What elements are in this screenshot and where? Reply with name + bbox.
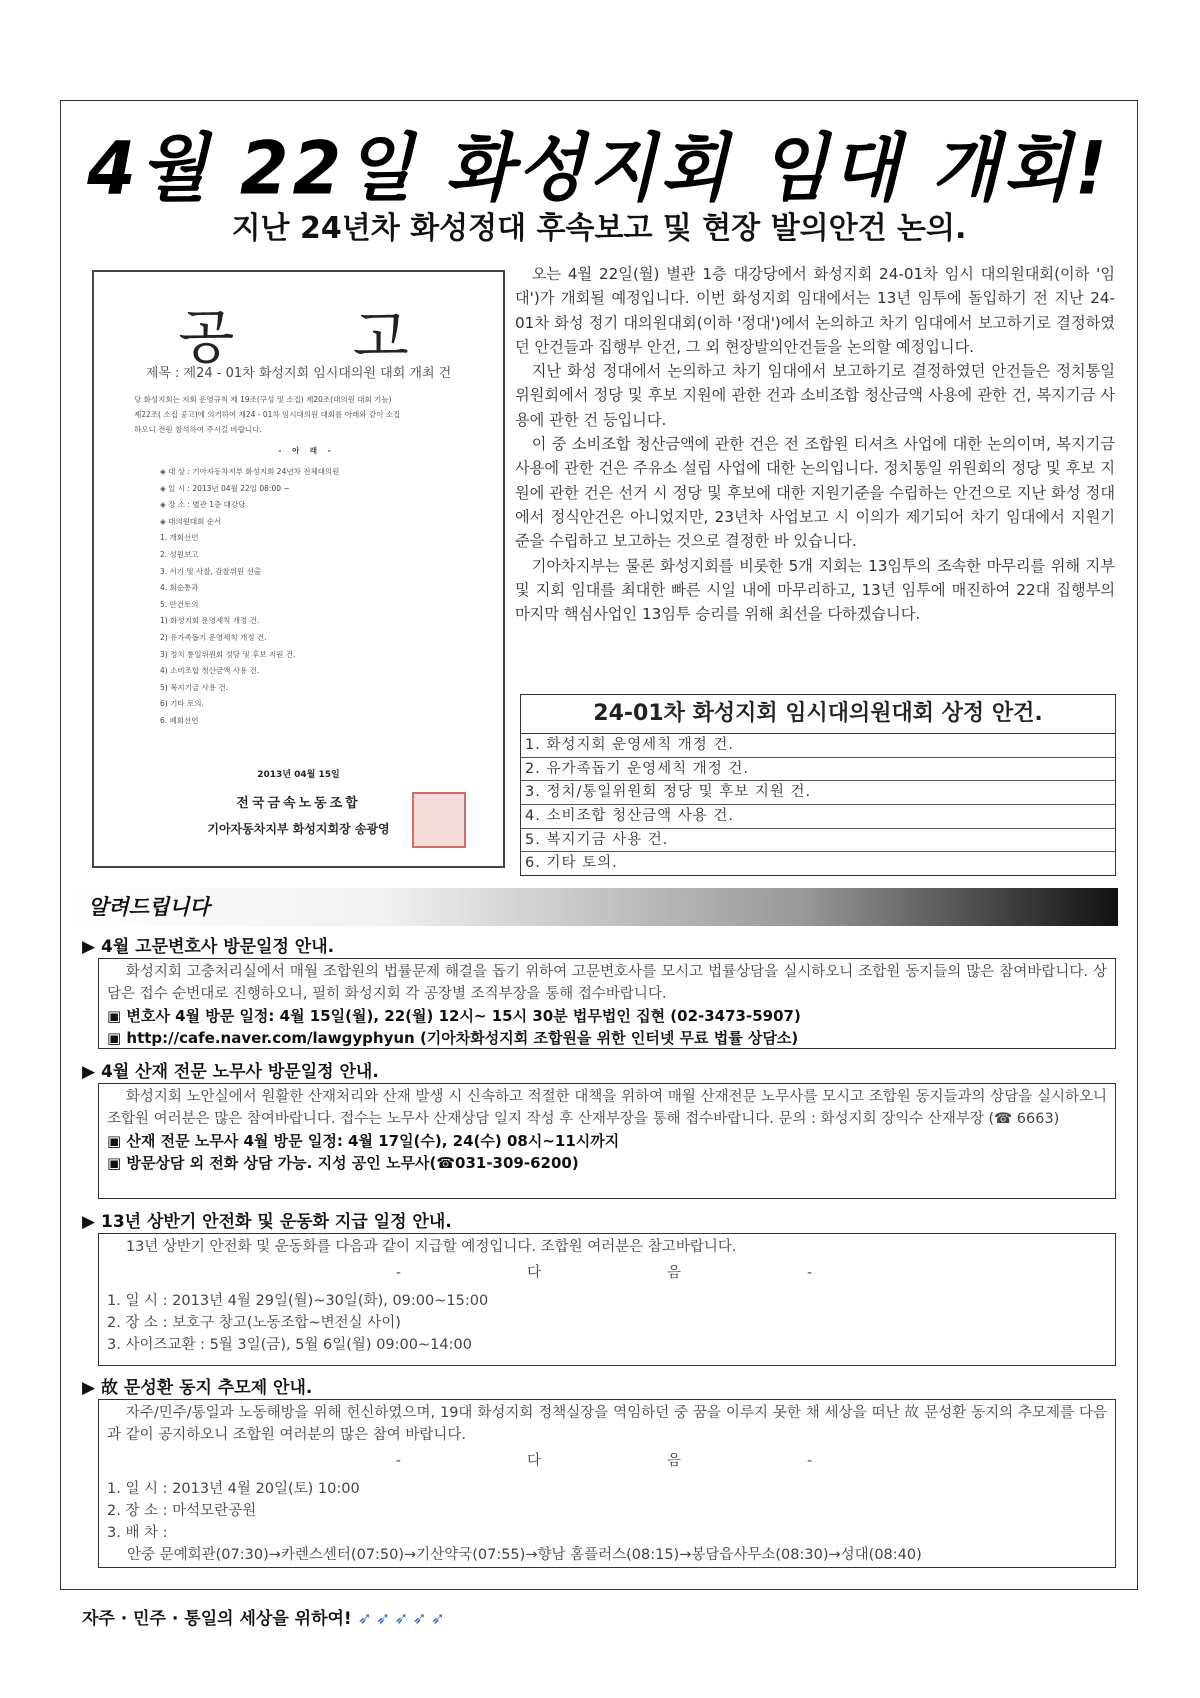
intro-text bbox=[515, 262, 1115, 626]
notice-item: 6. 폐회선언 bbox=[160, 715, 199, 725]
section-bold-line: ▣ 변호사 4월 방문 일정: 4월 15일(월), 22(월) 12시~ 15시 30분 법무법인 집현 (02-3473-5907) bbox=[107, 1007, 801, 1025]
intro-paragraph: 기아차지부는 물론 화성지회를 비롯한 5개 지회는 13임투의 조속한 마무리를 위해 지부 및 지회 임대를 최대한 빠른 시일 내에 마무리하고, 13년 임투에 매진하여 22대 집행부의 마지막 핵심사업인 13임투 승리를 위해 최선을 다하겠습니다. bbox=[515, 556, 1115, 624]
notice-item: 4. 회순통과 bbox=[160, 583, 199, 593]
daeum-dash: - bbox=[807, 1265, 819, 1281]
announcement-label: 알려드립니다 bbox=[88, 895, 210, 919]
section-bold-line: ▣ 방문상담 외 전화 상담 가능. 지성 공인 노무사(☎031-309-6200) bbox=[107, 1154, 579, 1172]
subheadline: 지난 24년차 화성정대 후속보고 및 현장 발의안건 논의. bbox=[231, 211, 967, 246]
section-daeum bbox=[107, 1262, 1107, 1284]
intro-paragraph: 오는 4월 22일(월) 별관 1층 대강당에서 화성지회 24-01차 임시 대의원대회(이하 '임대')가 개회될 예정입니다. 이번 화성지회 임대에서는 13년 임투에 돌입하기 전 지난 24-01차 화성 정기 대의원대회(이하 '정대')에서 논의하고 차기 임대에서 보고하기로 결정하였던 안건들과 집행부 안건, 그 외 현장발의안건들을 논의할 예정입니다. bbox=[515, 265, 1115, 356]
section-paragraph: 화성지회 노안실에서 원활한 산재처리와 산재 발생 시 신속하고 적절한 대책을 위하여 매월 산재전문 노무사를 모시고 조합원 동지들과의 상담을 실시하오니 조합원 여러분은 많은 참여바랍니다. 접수는 노무사 산재상담 일지 작성 후 산재부장을 통해 접수바랍니다. 문의 : 화성지회 장익수 산재부장 (☎ 6663) bbox=[107, 1089, 1107, 1127]
section-box-memorial bbox=[98, 1399, 1116, 1568]
agenda-row: 2. 유가족돕기 운영세칙 개정 건. bbox=[521, 758, 1115, 782]
agenda-row: 1. 화성지회 운영세칙 개정 건. bbox=[521, 734, 1115, 758]
daeum-char: 다 bbox=[526, 1453, 547, 1469]
daeum-char: 다 bbox=[526, 1265, 547, 1281]
seal-stamp bbox=[412, 792, 466, 848]
footer-text: 자주 · 민주 · 통일의 세상을 위하여! bbox=[82, 1609, 352, 1629]
agenda-row: 6. 기타 토의. bbox=[525, 855, 618, 872]
notice-item: 5) 복지기금 사용 건. bbox=[160, 682, 228, 692]
agenda-row: 3. 정치/통일위원회 정당 및 후보 지원 건. bbox=[521, 781, 1115, 805]
section-title-shoes: ▶ 13년 상반기 안전화 및 운동화 지급 일정 안내. bbox=[82, 1212, 452, 1232]
notice-item: 4) 소비조합 청산금액 사용 건. bbox=[160, 666, 260, 676]
notice-body-line: 하오니 전원 참석하여 주시길 바랍니다. bbox=[134, 425, 262, 434]
daeum-dash: - bbox=[395, 1453, 407, 1469]
section-paragraph: 자주/민주/통일과 노동해방을 위해 헌신하였으며, 19대 화성지회 정책실장을 역임하던 중 꿈을 이루지 못한 채 세상을 떠난 故 문성환 동지의 추모제를 다음과 같이 공지하오니 조합원 여러분의 많은 참여 바랍니다. bbox=[107, 1405, 1107, 1443]
notice-body bbox=[134, 392, 479, 730]
notice-item: 3) 정치 통일위원회 정당 및 후보 지원 건. bbox=[160, 649, 296, 659]
notice-item: 3. 서기 및 사찰, 감찰위원 선출 bbox=[160, 566, 262, 576]
section-line: 안중 문예회관(07:30)→카렌스센터(07:50)→기산약국(07:55)→향남 홈플러스(08:15)→봉담읍사무소(08:30)→성대(08:40) bbox=[127, 1547, 922, 1563]
section-title-memorial: ▶ 故 문성환 동지 추모제 안내. bbox=[82, 1378, 313, 1398]
notice-item: 2) 유가족돕기 운영세칙 개정 건. bbox=[160, 632, 267, 642]
notice-item: ◈ 대의원대회 순서 bbox=[160, 516, 222, 526]
notice-ahrae: - 아 래 - bbox=[278, 446, 335, 455]
section-bold-line: ▣ 산재 전문 노무사 4월 방문 일정: 4월 17일(수), 24(수) 08시~11시까지 bbox=[107, 1132, 620, 1150]
section-line: 2. 장 소 : 보호구 창고(노동조합~변전실 사이) bbox=[107, 1315, 401, 1331]
notice-item: ◈ 장 소 : 별관 1층 대강당 bbox=[160, 500, 246, 510]
section-line: 3. 배 차 : bbox=[107, 1525, 168, 1541]
section-title-labor-attorney: ▶ 4월 산재 전문 노무사 방문일정 안내. bbox=[82, 1062, 379, 1082]
section-title-lawyer: ▶ 4월 고문변호사 방문일정 안내. bbox=[82, 937, 335, 957]
notice-item: ◈ 일 시 : 2013년 04월 22일 08:00 ~ bbox=[160, 483, 290, 493]
intro-paragraph: 이 중 소비조합 청산금액에 관한 건은 전 조합원 티셔츠 사업에 대한 논의이며, 복지기금 사용에 관한 건은 주유소 설립 사업에 대한 논의입니다. 정치통일 위원회의 정당 및 후보 지원에 관한 건은 선거 시 정당 및 후보에 대한 지원기준을 수립하는 안건으로 지난 화성 정대에서 정식안건은 아니었지만, 23년차 사업보고 시 이의가 제기되어 차기 임대에서 지원기준을 수립하고 보고하는 것으로 결정한 바 있습니다. bbox=[515, 435, 1115, 551]
section-box-shoes bbox=[98, 1233, 1116, 1366]
notice-item: 5. 안건토의 bbox=[160, 599, 199, 609]
footer-slogan bbox=[82, 1604, 449, 1629]
agenda-row: 4. 소비조합 청산금액 사용 건. bbox=[521, 805, 1115, 829]
notice-body-line: 제22조( 소집 공고)에 의거하여 제24 - 01차 임시대의원 대회를 아래와 같이 소집 bbox=[134, 410, 401, 419]
notice-list bbox=[160, 464, 479, 730]
notice-item: ◈ 대 상 : 기아자동차지부 화성지회 24년차 전체대의원 bbox=[160, 467, 340, 476]
headline: 4월 22일 화성지회 임대 개회! bbox=[87, 125, 1111, 212]
section-line: 3. 사이즈교환 : 5월 3일(금), 5월 6일(월) 09:00~14:00 bbox=[107, 1337, 472, 1353]
section-line: 2. 장 소 : 마석모란공원 bbox=[107, 1503, 257, 1519]
notice-date: 2013년 04월 15일 bbox=[257, 770, 340, 780]
section-paragraph: 13년 상반기 안전화 및 운동화를 다음과 같이 지급할 예정입니다. 조합원 여러분은 참고바랍니다. bbox=[125, 1239, 737, 1255]
notice-org: 전국금속노동조합 bbox=[236, 796, 361, 811]
notice-item: 1) 화성지회 운영세칙 개정 건. bbox=[160, 616, 260, 626]
agenda-title: 24-01차 화성지회 임시대의원대회 상정 안건. bbox=[521, 695, 1115, 734]
agenda-row: 5. 복지기금 사용 건. bbox=[521, 829, 1115, 853]
section-box-lawyer bbox=[98, 958, 1116, 1049]
intro-paragraph: 지난 화성 정대에서 논의하고 차기 임대에서 보고하기로 결정하였던 안건들은 정치통일 위원회에서 정당 및 후보 지원에 관한 건과 소비조합 청산금액 사용에 관한 건, 복지기금 사용에 관한 건 등입니다. bbox=[515, 362, 1115, 429]
notice-title: 공 고 bbox=[178, 303, 459, 371]
daeum-dash: - bbox=[807, 1453, 819, 1469]
section-link-line[interactable]: ▣ http://cafe.naver.com/lawgyphyun (기아차화성지회 조합원을 위한 인터넷 무료 법률 상담소) bbox=[107, 1029, 799, 1047]
section-line: 1. 일 시 : 2013년 4월 29일(월)~30일(화), 09:00~15:00 bbox=[107, 1293, 489, 1309]
notice-item: 6) 기타 토의. bbox=[160, 699, 204, 709]
section-daeum bbox=[107, 1450, 1107, 1472]
daeum-dash: - bbox=[395, 1265, 407, 1281]
bird-icon: ➶➶➶➶➶ bbox=[357, 1609, 449, 1629]
section-box-labor-attorney bbox=[98, 1083, 1116, 1199]
notice-subject: 제목 : 제24 - 01차 화성지회 임시대의원 대회 개최 건 bbox=[145, 366, 452, 381]
daeum-char: 음 bbox=[667, 1453, 688, 1469]
notice-item: 1. 개회선언 bbox=[160, 533, 199, 543]
agenda-table bbox=[520, 694, 1116, 876]
daeum-char: 음 bbox=[667, 1265, 688, 1281]
announcement-bar bbox=[62, 888, 1118, 926]
notice-signer: 기아자동차지부 화성지회장 송광영 bbox=[207, 822, 390, 836]
notice-item: 2. 성원보고 bbox=[160, 549, 199, 559]
section-line: 1. 일 시 : 2013년 4월 20일(토) 10:00 bbox=[107, 1481, 360, 1497]
notice-body-line: 당 화성지회는 지회 운영규칙 제 19조(구성 및 소집) 제20조(대의원 대회 기능) bbox=[134, 395, 392, 404]
notice-image bbox=[92, 270, 505, 868]
section-paragraph: 화성지회 고충처리실에서 매월 조합원의 법률문제 해결을 돕기 위하여 고문변호사를 모시고 법률상담을 실시하오니 조합원 동지들의 많은 참여바랍니다. 상담은 접수 순번대로 진행하오니, 필히 화성지회 각 공장별 조직부장을 통해 접수바랍니다. bbox=[107, 964, 1107, 1002]
